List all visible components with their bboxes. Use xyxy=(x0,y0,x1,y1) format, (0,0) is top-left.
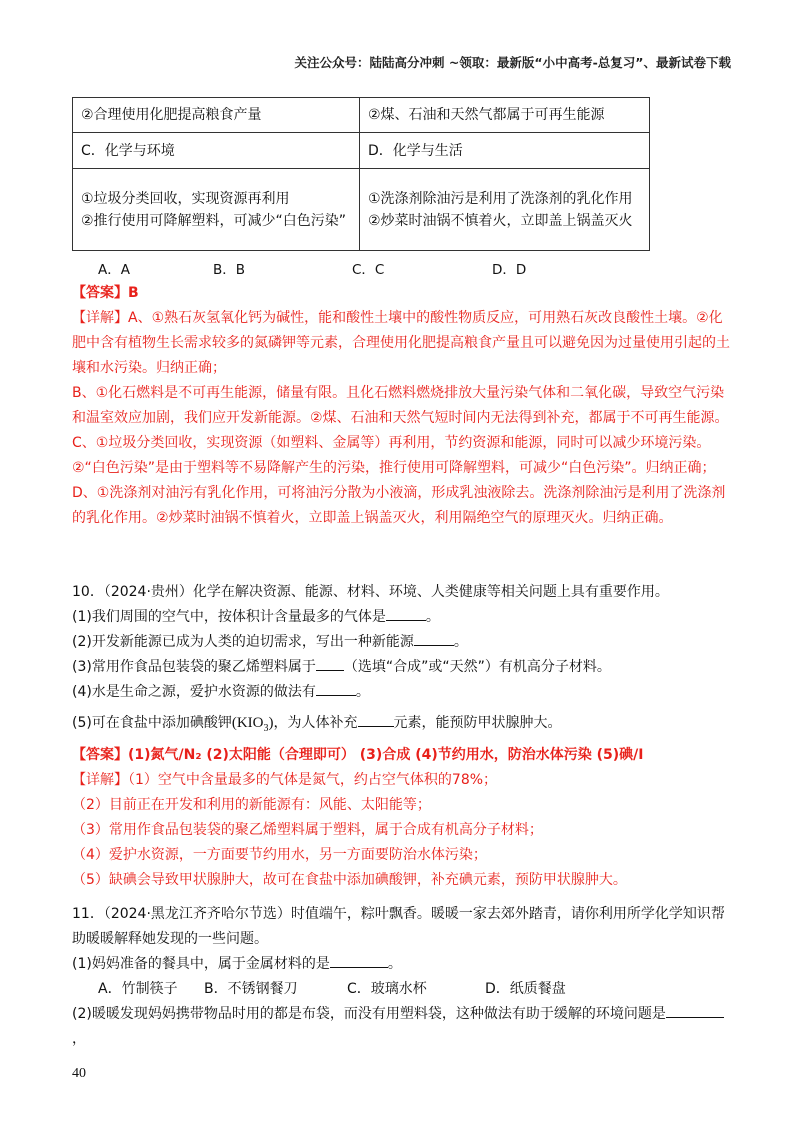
detail-q10-4: （4）爱护水资源，一方面要节约用水，另一方面要防治水体污染； xyxy=(72,847,487,863)
q11-part2: (2)暖暖发现妈妈携带物品时用的都是布袋，而没有用塑料袋，这种做法有助于缓解的环境问题是， xyxy=(72,1002,732,1052)
answer-blank xyxy=(316,681,356,696)
cell-line: ①垃圾分类回收，实现资源再利用 xyxy=(81,190,290,207)
cell-line: ②推行使用可降解塑料，可减少“白色污染” xyxy=(81,212,347,229)
q11-options xyxy=(98,977,732,1002)
page-header: 关注公众号：陆陆高分冲刺 ~领取：最新版“小中高考-总复习”、最新试卷下载 xyxy=(294,55,731,70)
q11-option-d: D．纸质餐盘 xyxy=(485,981,566,997)
detail-q9-a: 【详解】A、①熟石灰氢氧化钙为碱性，能和酸性土壤中的酸性物质反应，可用熟石灰改良酸性土壤。②化肥中含有植物生长需求较多的氮磷钾等元素，合理使用化肥提高粮食产量且可以避免因为过量使用引起的土壤和水污染。归纳正确； xyxy=(72,310,730,376)
choice-d: D．D xyxy=(492,262,527,278)
answer-blank xyxy=(666,1003,724,1018)
answer-blank xyxy=(386,606,426,621)
q11-part1: (1)妈妈准备的餐具中，属于金属材料的是 。 xyxy=(72,952,732,977)
q10-part1: (1)我们周围的空气中，按体积计含量最多的气体是 。 xyxy=(72,605,732,630)
table-cell xyxy=(360,169,650,251)
q11-option-c: C．玻璃水杯 xyxy=(347,981,427,997)
choice-a: A．A xyxy=(98,262,130,278)
answer-section-q9 xyxy=(72,281,732,531)
table-cell: C．化学与环境 xyxy=(73,133,360,169)
q10-part3: (3)常用作食品包装袋的聚乙烯塑料属于 （选填“合成”或“天然”）有机高分子材料。 xyxy=(72,655,732,680)
detail-q9-b: B、①化石燃料是不可再生能源，储量有限。且化石燃料燃烧排放大量污染气体和二氧化碳，导致空气污染和温室效应加剧，我们应开发新能源。②煤、石油和天然气短时间内无法得到补充，都属于不可再生能源。 xyxy=(72,385,729,426)
choices-q9 xyxy=(98,258,578,276)
question-10 xyxy=(72,580,732,741)
q11-stem: 11．（2024·黑龙江齐齐哈尔节选）时值端午，粽叶飘香。暖暖一家去郊外踏青，请你利用所学化学知识帮助暖暖解释她发现的一些问题。 xyxy=(72,906,725,947)
q10-part5: (5)可在食盐中添加碘酸钾$(KIO_3)$，为人体补充 元素，能预防甲状腺肿大。 xyxy=(72,711,732,741)
table-cell: D．化学与生活 xyxy=(360,133,650,169)
answer-q9: 【答案】B xyxy=(72,285,139,301)
q11-option-b: B．不锈钢餐刀 xyxy=(204,981,298,997)
table-cell xyxy=(73,169,360,251)
answer-blank xyxy=(414,631,454,646)
answer-section-q10 xyxy=(72,743,732,893)
formula-kio3: $(KIO_3)$ xyxy=(231,715,274,734)
page-number: 40 xyxy=(72,1066,86,1081)
detail-q10-1: 【详解】（1）空气中含量最多的气体是氮气，约占空气体积的78%； xyxy=(72,772,498,788)
detail-q10-2: （2）目前正在开发和利用的新能源有：风能、太阳能等； xyxy=(72,797,431,813)
answer-blank xyxy=(316,656,344,671)
cell-line: ①洗涤剂除油污是利用了洗涤剂的乳化作用 xyxy=(368,190,633,207)
detail-q9-c: C、①垃圾分类回收，实现资源（如塑料、金属等）再利用，节约资源和能源，同时可以减少环境污染。②“白色污染”是由于塑料等不易降解产生的污染，推行使用可降解塑料，可减少“白色污染”。归纳正确； xyxy=(72,435,716,476)
table-cell: ②煤、石油和天然气都属于可再生能源 xyxy=(360,98,650,133)
q11-option-a: A．竹制筷子 xyxy=(98,981,178,997)
detail-q10-5: （5）缺碘会导致甲状腺肿大，故可在食盐中添加碘酸钾，补充碘元素，预防甲状腺肿大。 xyxy=(72,872,627,888)
answer-q10: 【答案】(1)氮气/N₂ (2)太阳能（合理即可） (3)合成 (4)节约用水，防治水体污染 (5)碘/I xyxy=(72,747,644,763)
answer-blank xyxy=(330,953,388,968)
question-11 xyxy=(72,902,732,1052)
detail-q9-d: D、①洗涤剂对油污有乳化作用，可将油污分散为小液滴，形成乳浊液除去。洗涤剂除油污是利用了洗涤剂的乳化作用。②炒菜时油锅不慎着火，立即盖上锅盖灭火，利用隔绝空气的原理灭火。归纳正确。 xyxy=(72,485,726,526)
q10-stem: 10．（2024·贵州）化学在解决资源、能源、材料、环境、人类健康等相关问题上具有重要作用。 xyxy=(72,584,669,600)
q10-part4: (4)水是生命之源，爱护水资源的做法有 。 xyxy=(72,680,732,705)
choice-b: B．B xyxy=(213,262,246,278)
answer-blank xyxy=(358,712,394,727)
options-table xyxy=(72,97,650,251)
table-cell: ②合理使用化肥提高粮食产量 xyxy=(73,98,360,133)
q10-part2: (2)开发新能源已成为人类的迫切需求，写出一种新能源 。 xyxy=(72,630,732,655)
choice-c: C．C xyxy=(352,262,385,278)
detail-q10-3: （3）常用作食品包装袋的聚乙烯塑料属于塑料，属于合成有机高分子材料； xyxy=(72,822,543,838)
cell-line: ②炒菜时油锅不慎着火，立即盖上锅盖灭火 xyxy=(368,212,633,229)
